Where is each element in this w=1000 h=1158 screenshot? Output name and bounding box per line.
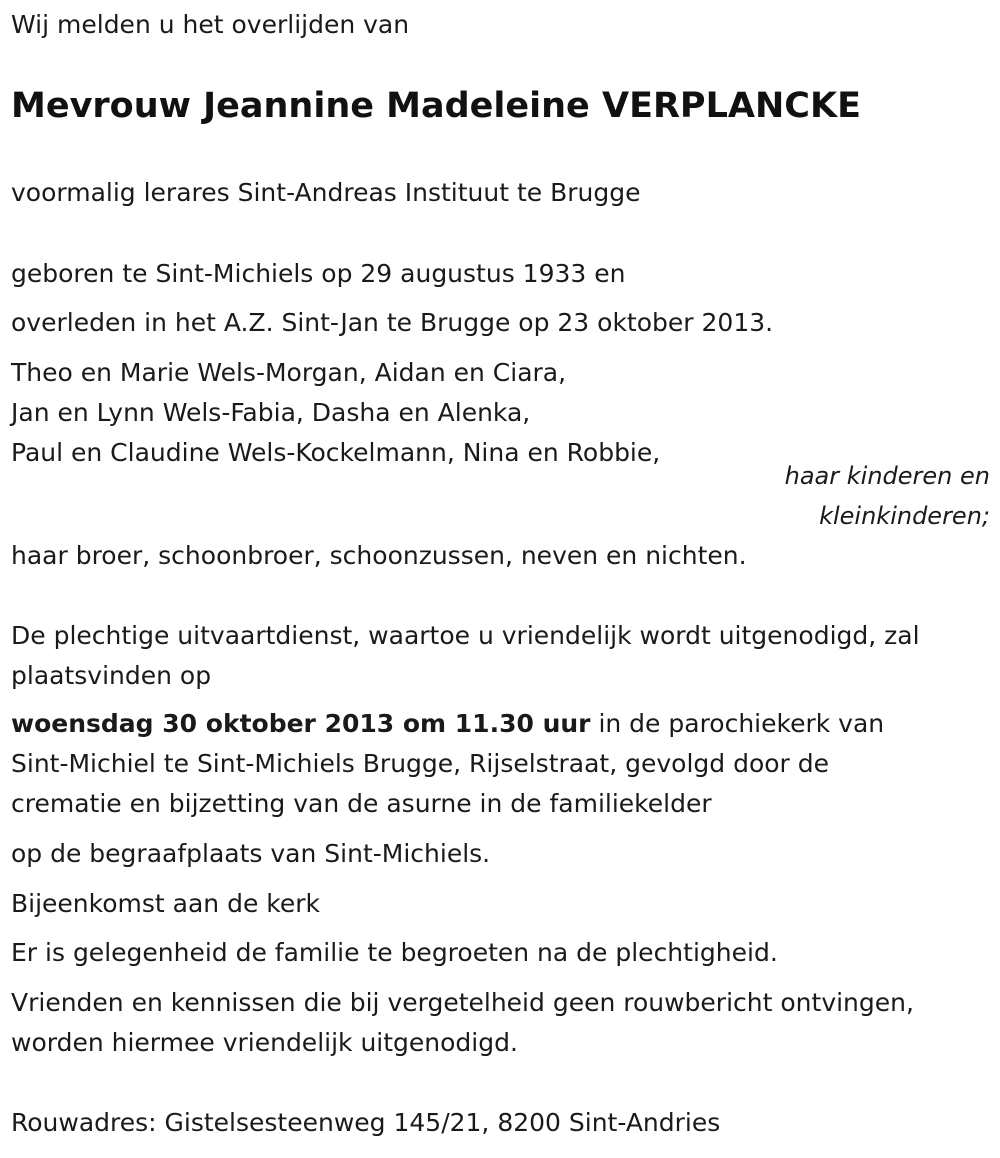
deceased-name: Mevrouw Jeannine Madeleine VERPLANCKE <box>11 86 861 126</box>
gathering-text: Bijeenkomst aan de kerk <box>11 889 321 918</box>
children-label-line: kleinkinderen; <box>819 502 990 530</box>
ceremony-date-line <box>11 704 884 744</box>
family-line: Jan en Lynn Wels-Fabia, Dasha en Alenka, <box>11 398 531 427</box>
relatives-text: haar broer, schoonbroer, schoonzussen, neven en nichten. <box>11 541 747 570</box>
intro-text: Wij melden u het overlijden van <box>11 10 410 39</box>
death-text: overleden in het A.Z. Sint-Jan te Brugge op 23 oktober 2013. <box>11 308 774 337</box>
ceremony-date: woensdag 30 oktober 2013 om 11.30 uur <box>11 709 591 738</box>
occupation-text: voormalig lerares Sint-Andreas Instituut te Brugge <box>11 178 641 207</box>
birth-text: geboren te Sint-Michiels op 29 augustus 1933 en <box>11 259 626 288</box>
invitation-line: Vrienden en kennissen die bij vergetelheid geen rouwbericht ontvingen, <box>11 988 914 1017</box>
ceremony-intro-line: De plechtige uitvaartdienst, waartoe u vriendelijk wordt uitgenodigd, zal <box>11 621 920 650</box>
ceremony-intro-line: plaatsvinden op <box>11 661 212 690</box>
address-text: Rouwadres: Gistelsesteenweg 145/21, 8200 Sint-Andries <box>11 1108 721 1137</box>
ceremony-details-line: Sint-Michiel te Sint-Michiels Brugge, Rijselstraat, gevolgd door de <box>11 749 830 778</box>
ceremony-details-line: crematie en bijzetting van de asurne in de familiekelder <box>11 789 712 818</box>
children-label-line: haar kinderen en <box>784 462 990 490</box>
family-line: Theo en Marie Wels-Morgan, Aidan en Ciara, <box>11 358 567 387</box>
family-line: Paul en Claudine Wels-Kockelmann, Nina en Robbie, <box>11 438 661 467</box>
burial-place-text: op de begraafplaats van Sint-Michiels. <box>11 839 491 868</box>
ceremony-place: in de parochiekerk van <box>590 709 885 738</box>
condolences-text: Er is gelegenheid de familie te begroeten na de plechtigheid. <box>11 938 778 967</box>
invitation-line: worden hiermee vriendelijk uitgenodigd. <box>11 1028 518 1057</box>
